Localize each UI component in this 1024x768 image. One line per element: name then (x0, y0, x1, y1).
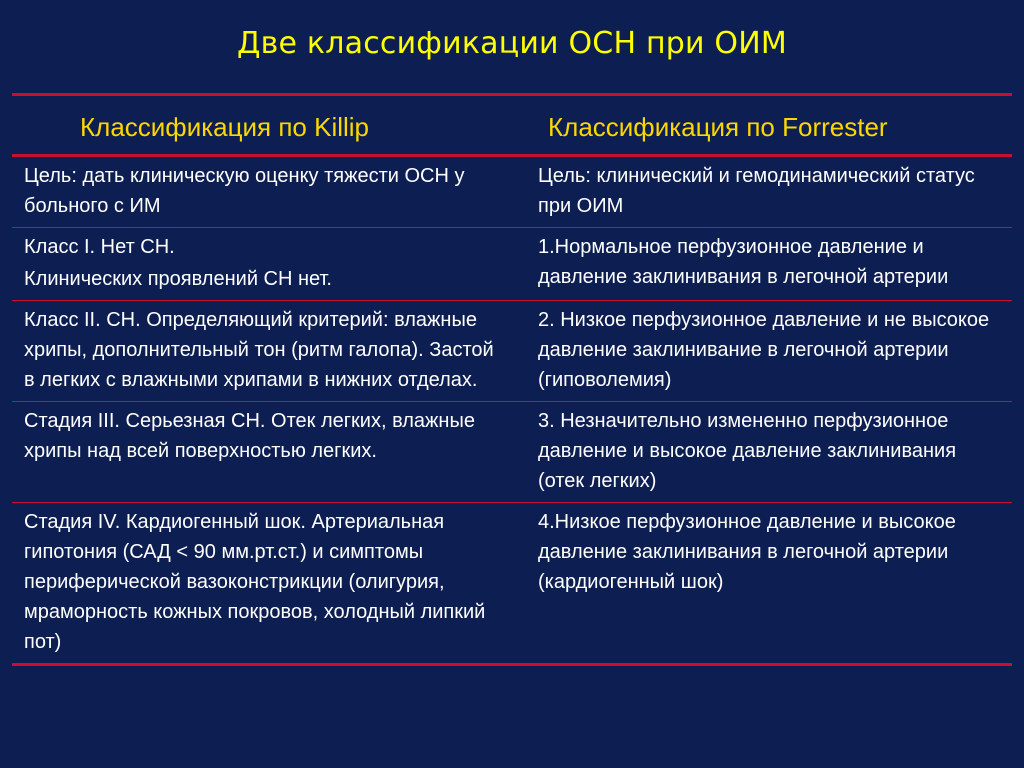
killip-text: Класс I. Нет СН. (24, 236, 175, 258)
forrester-cell: Цель: клинический и гемодинамический статус при ОИМ (518, 156, 1012, 228)
killip-text: Стадия IV. Кардиогенный шок. Артериальная гипотония (САД < 90 мм.рт.ст.) и симптомы периферической вазоконстрикции (олигурия, мраморность кожных покровов, холодный липкий пот) (24, 511, 486, 653)
killip-cell (12, 503, 518, 665)
forrester-cell: 2. Низкое перфузионное давление и не высокое давление заклинивание в легочной артерии (гиповолемия) (518, 301, 1012, 402)
table-row (12, 301, 1012, 402)
forrester-cell: 4.Низкое перфузионное давление и высокое давление заклинивания в легочной артерии (кардиогенный шок) (518, 503, 1012, 665)
classification-table (12, 93, 1012, 666)
killip-text: Класс II. СН. Определяющий критерий: влажные хрипы, дополнительный тон (ритм галопа). Застой в легких с влажными хрипами в нижних отделах. (24, 309, 494, 391)
table-header-row (12, 95, 1012, 156)
killip-text: Цель: дать клиническую оценку тяжести ОСН у больного с ИМ (24, 165, 465, 217)
forrester-cell: 3. Незначительно измененно перфузионное давление и высокое давление заклинивания (отек легких) (518, 402, 1012, 503)
table-row (12, 402, 1012, 503)
table-row (12, 228, 1012, 301)
killip-cell (12, 156, 518, 228)
header-forrester: Классификация по Forrester (518, 95, 1012, 156)
forrester-cell: 1.Нормальное перфузионное давление и давление заклинивания в легочной артерии (518, 228, 1012, 301)
killip-cell (12, 402, 518, 503)
table-row (12, 156, 1012, 228)
slide-title: Две классификации ОСН при ОИМ (237, 26, 787, 61)
killip-cell (12, 301, 518, 402)
killip-cell (12, 228, 518, 301)
killip-text: Стадия III. Серьезная СН. Отек легких, влажные хрипы над всей поверхностью легких. (24, 410, 475, 462)
table-row (12, 503, 1012, 665)
killip-text: Клинических проявлений СН нет. (24, 268, 332, 290)
header-killip: Классификация по Killip (12, 95, 518, 156)
